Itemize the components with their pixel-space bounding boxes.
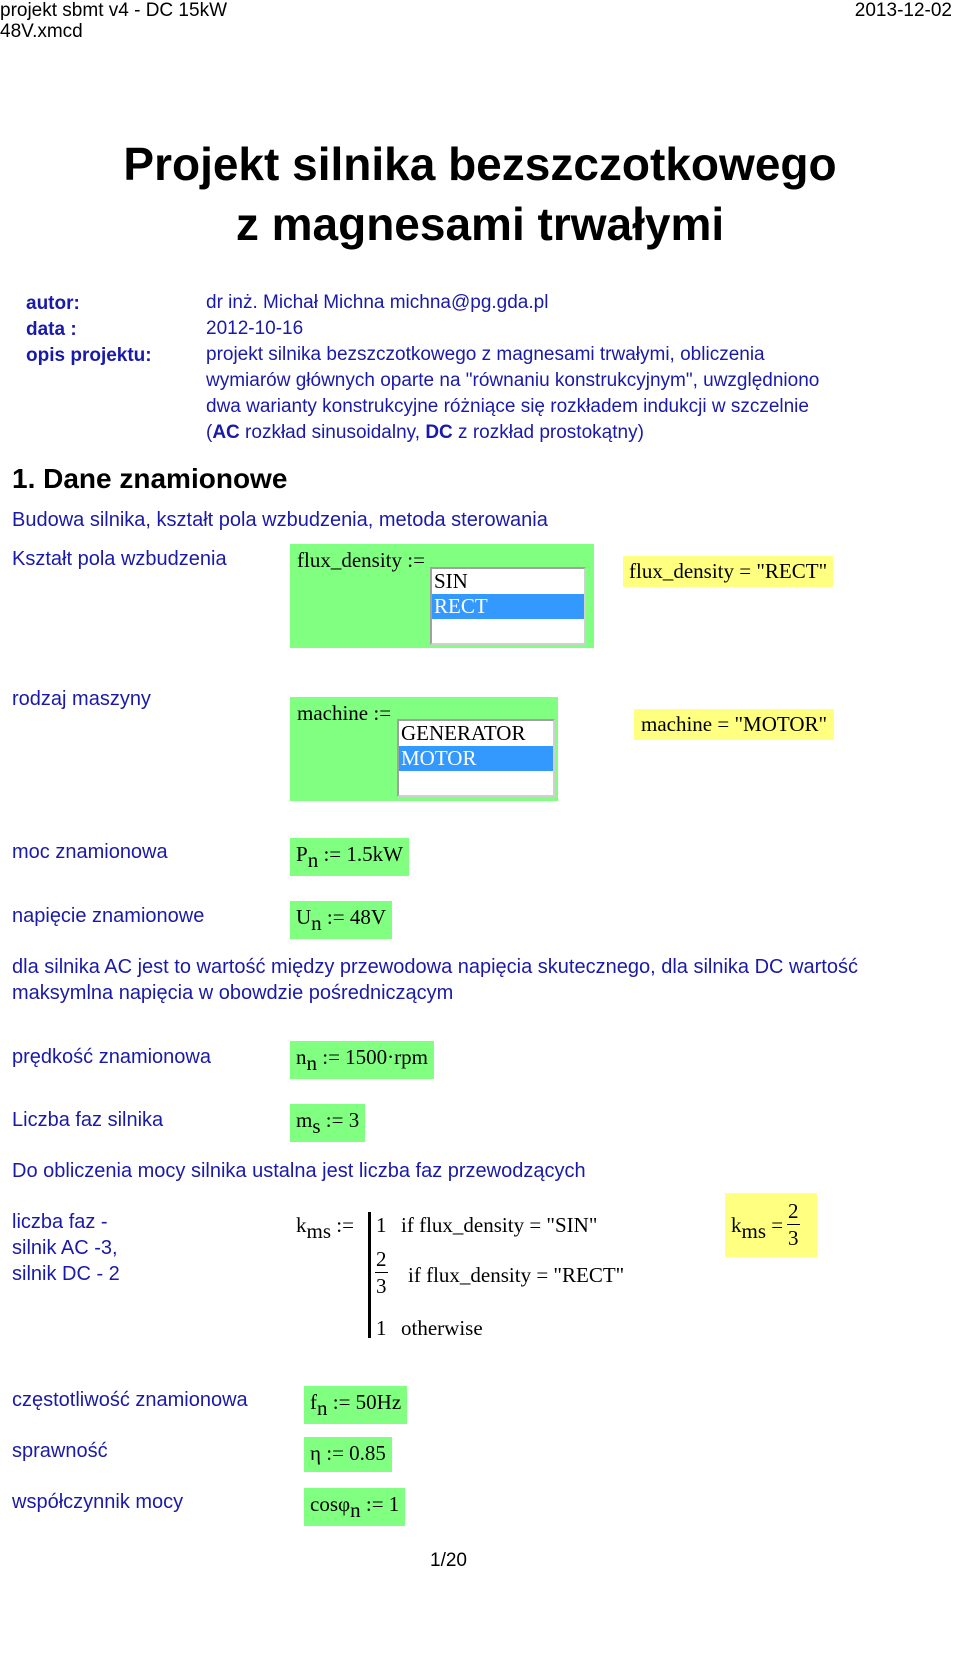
power-label: moc znamionowa [12, 841, 168, 863]
machine-option-generator[interactable]: GENERATOR [401, 721, 526, 745]
file-name: projekt sbmt v4 - DC 15kW [0, 0, 227, 21]
frequency-label: częstotliwość znamionowa [12, 1389, 248, 1411]
efficiency-label: sprawność [12, 1440, 108, 1462]
speed-expression: nn := 1500·rpm [290, 1041, 434, 1079]
power-factor-label: współczynnik mocy [12, 1491, 184, 1513]
speed-label: prędkość znamionowa [12, 1046, 211, 1068]
kms-label-line3: silnik DC - 2 [12, 1263, 120, 1285]
kms-row1-condition: if flux_density = "SIN" [401, 1213, 598, 1237]
description-line2: wymiarów głównych oparte na "równaniu konstrukcyjnym", uwzględniono [206, 370, 820, 391]
kms-definition: kms := [296, 1213, 354, 1243]
kms-row3-value: 1 [376, 1316, 387, 1340]
voltage-label: napięcie znamionowe [12, 905, 205, 927]
section-heading: 1. Dane znamionowe [12, 463, 288, 494]
flux-definition: flux_density := [297, 548, 425, 572]
machine-definition: machine := [297, 701, 392, 725]
kms-label-line2: silnik AC -3, [12, 1237, 118, 1259]
kms-label-line1: liczba faz - [12, 1211, 108, 1233]
kms-row2-condition: if flux_density = "RECT" [408, 1263, 625, 1287]
efficiency-expression: η := 0.85 [304, 1437, 392, 1472]
power-expression: Pn := 1.5kW [290, 838, 409, 876]
flux-label: Kształt pola wzbudzenia [12, 548, 227, 570]
machine-label: rodzaj maszyny [12, 688, 151, 710]
page-title-line1: Projekt silnika bezszczotkowego [123, 138, 837, 190]
kms-result: kms = $\frac{2}{3}$ [725, 1193, 817, 1257]
description-label: opis projektu: [26, 345, 152, 366]
phases-expression: ms := 3 [290, 1104, 365, 1142]
kms-row2-value: $\frac{2}{3}$ [376, 1247, 387, 1298]
date-label: data : [26, 319, 77, 340]
file-name-line2: 48V.xmcd [0, 21, 83, 42]
phases-label: Liczba faz silnika [12, 1109, 164, 1131]
kms-row3-condition: otherwise [401, 1316, 483, 1340]
voltage-expression: Un := 48V [290, 901, 392, 939]
phases-note: Do obliczenia mocy silnika ustalna jest liczba faz przewodzących [12, 1160, 586, 1182]
frequency-expression: fn := 50Hz [304, 1386, 407, 1424]
flux-result: flux_density = "RECT" [623, 556, 833, 587]
flux-option-rect[interactable]: RECT [432, 594, 584, 619]
description-line1: projekt silnika bezszczotkowego z magnesami trwałymi, obliczenia [206, 344, 765, 365]
print-date: 2013-12-02 [854, 0, 952, 21]
date-value: 2012-10-16 [206, 318, 304, 339]
voltage-note-line1: dla silnika AC jest to wartość między przewodowa napięcia skutecznego, dla silnika DC wartość [12, 956, 858, 978]
machine-result: machine = "MOTOR" [634, 709, 834, 740]
machine-listbox[interactable] [397, 719, 555, 797]
flux-option-sin[interactable]: SIN [434, 569, 468, 593]
machine-option-motor[interactable]: MOTOR [399, 746, 553, 771]
section-subheading: Budowa silnika, kształt pola wzbudzenia, metoda sterowania [12, 509, 548, 531]
power-factor-expression: cosφn := 1 [304, 1488, 405, 1526]
flux-region [290, 544, 594, 648]
author-value: dr inż. Michał Michna michna@pg.gda.pl [206, 292, 549, 313]
author-label: autor: [26, 293, 80, 314]
flux-listbox[interactable] [430, 567, 586, 645]
kms-program-bar [368, 1212, 371, 1338]
voltage-note-line2: maksymlna napięcia w obowdzie pośredniczącym [12, 982, 454, 1004]
page-number: 1/20 [430, 1550, 467, 1571]
page-title-line2: z magnesami trwałymi [235, 198, 725, 250]
description-line4: (AC rozkład sinusoidalny, DC z rozkład prostokątny) [206, 422, 644, 443]
kms-row1-value: 1 [376, 1213, 387, 1237]
machine-region [290, 697, 558, 801]
description-line3: dwa warianty konstrukcyjne różniące się rozkładem indukcji w szczelnie [206, 396, 809, 417]
